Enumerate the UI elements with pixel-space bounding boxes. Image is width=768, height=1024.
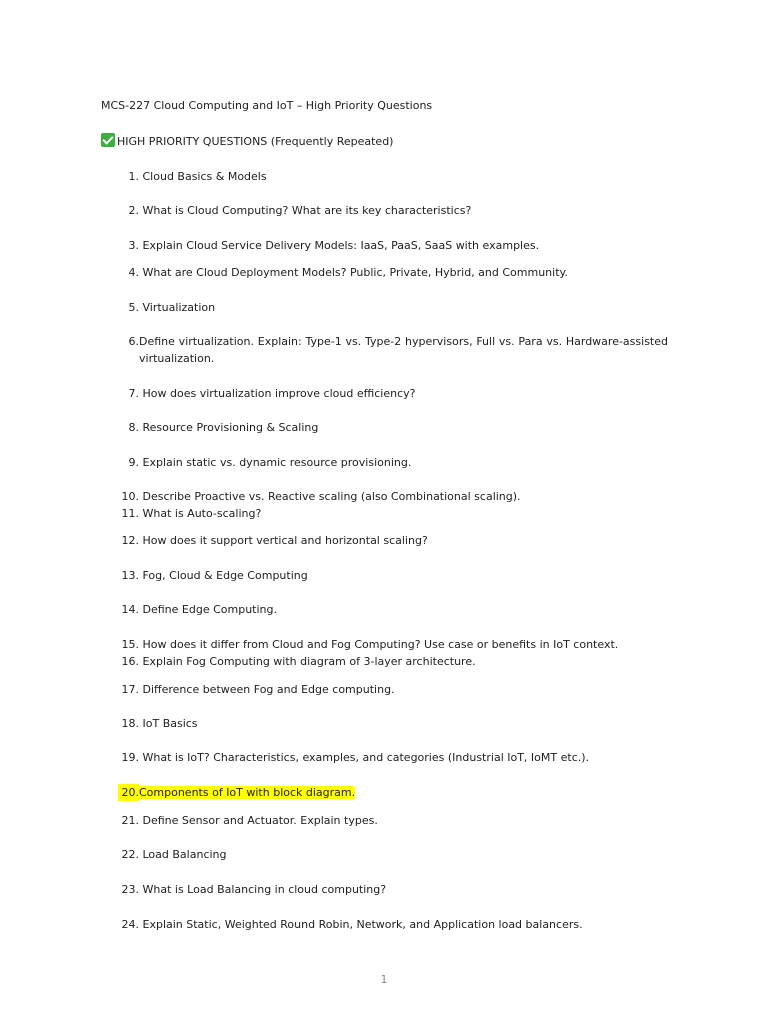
list-item [118,846,668,863]
item-number: 23. [121,883,139,896]
list-item [118,488,668,505]
list-item [118,505,668,522]
list-item [118,385,668,402]
section-heading-text: HIGH PRIORITY QUESTIONS (Frequently Repeated) [117,135,394,148]
item-text: Virtualization [142,301,216,314]
item-text: Explain Cloud Service Delivery Models: IaaS, PaaS, SaaS with examples. [142,239,540,252]
item-text: Explain Static, Weighted Round Robin, Network, and Application load balancers. [142,918,583,931]
item-text: Define Edge Computing. [142,603,277,616]
list-item [118,812,668,829]
list-item [118,715,668,732]
item-number: 16. [121,655,139,668]
item-text-highlighted: Components of IoT with block diagram. [139,786,356,799]
item-text: Define virtualization. Explain: Type-1 vs. Type-2 hypervisors, Full vs. Para vs. Hardware-assisted virtualization. [139,335,668,365]
item-text: Describe Proactive vs. Reactive scaling (also Combinational scaling). [142,490,521,503]
item-text: Load Balancing [142,848,227,861]
item-number: 12. [121,534,139,547]
list-item [118,237,668,254]
list-item [118,454,668,471]
item-number: 19. [121,751,139,764]
item-number: 7. [128,387,139,400]
list-item [118,532,668,549]
item-number: 13. [121,569,139,582]
item-text: Explain static vs. dynamic resource provisioning. [142,456,412,469]
list-item [118,881,668,898]
list-item [118,264,668,281]
item-text: IoT Basics [142,717,198,730]
item-number: 11. [121,507,139,520]
item-text: How does it support vertical and horizontal scaling? [142,534,428,547]
list-item [118,333,668,367]
item-number: 9. [128,456,139,469]
check-mark-icon [101,133,115,147]
item-number: 14. [121,603,139,616]
item-text: Fog, Cloud & Edge Computing [142,569,308,582]
item-text: What is Load Balancing in cloud computing? [142,883,387,896]
item-text: What is Auto-scaling? [142,507,262,520]
list-item [118,419,668,436]
list-item [118,636,668,653]
item-text: What is Cloud Computing? What are its key characteristics? [142,204,472,217]
item-text: How does virtualization improve cloud efficiency? [142,387,416,400]
item-number: 20. [118,784,139,801]
list-item [118,601,668,618]
item-number: 22. [121,848,139,861]
list-item [118,749,668,766]
list-item [118,916,668,933]
section-heading [101,133,393,148]
page-number: 1 [380,973,388,986]
item-text: What are Cloud Deployment Models? Public, Private, Hybrid, and Community. [142,266,568,279]
item-number: 2. [128,204,139,217]
list-item [118,202,668,219]
item-number: 17. [121,683,139,696]
item-text: How does it differ from Cloud and Fog Computing? Use case or benefits in IoT context. [142,638,619,651]
item-number: 6. [128,335,139,348]
item-number: 10. [121,490,139,503]
item-number: 5. [128,301,139,314]
item-number: 24. [121,918,139,931]
list-item [118,653,668,670]
item-number: 18. [121,717,139,730]
item-text: Cloud Basics & Models [142,170,267,183]
item-number: 1. [128,170,139,183]
item-number: 21. [121,814,139,827]
item-number: 15. [121,638,139,651]
list-item [118,681,668,698]
item-text: Explain Fog Computing with diagram of 3-layer architecture. [142,655,476,668]
list-item [118,168,668,185]
item-number: 8. [128,421,139,434]
list-item-highlighted [118,784,668,801]
item-text: Difference between Fog and Edge computing. [142,683,395,696]
item-number: 3. [128,239,139,252]
item-text: Resource Provisioning & Scaling [142,421,319,434]
list-item [118,567,668,584]
item-text: Define Sensor and Actuator. Explain types. [142,814,378,827]
item-text: What is IoT? Characteristics, examples, and categories (Industrial IoT, IoMT etc.). [142,751,590,764]
document-title: MCS-227 Cloud Computing and IoT – High Priority Questions [101,99,433,112]
list-item [118,299,668,316]
item-number: 4. [128,266,139,279]
